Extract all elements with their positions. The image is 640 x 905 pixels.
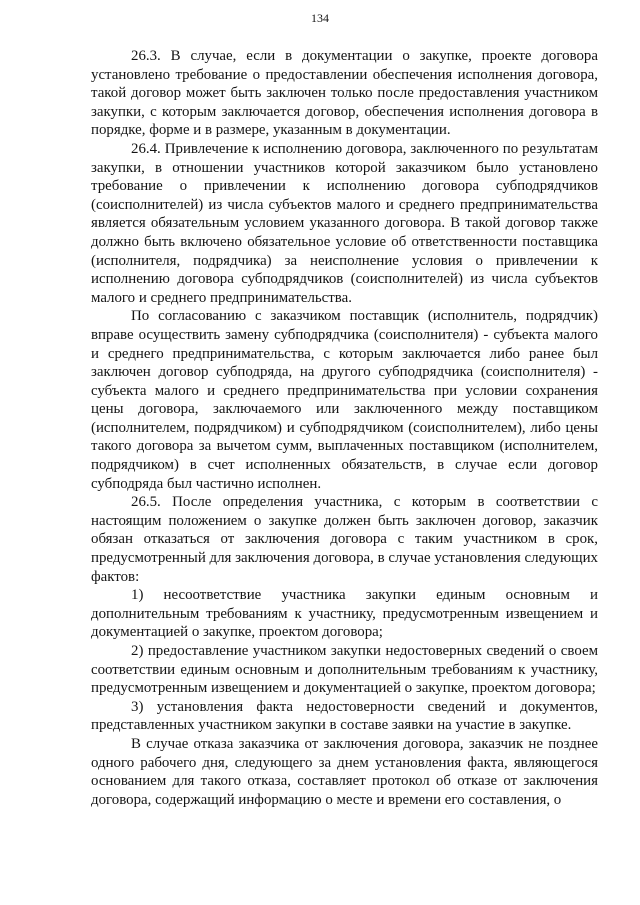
paragraph-26-4: 26.4. Привлечение к исполнению договора, заключенного по результатам закупки, в отношении участников которой заказчиком было установлено требование о привлечении к исполнению договора субподрядчиков (соисполнителей) из числа субъектов малого и среднего предпринимательства является обязательным условием указанного договора. В такой договор также должно быть включено обязательное условие об ответственности поставщика (исполнителя, подрядчика) за неисполнение условия о привлечении к исполнению договора субподрядчиков (соисполнителей) из числа субъектов малого и среднего предпринимательства. (91, 140, 598, 306)
paragraph-subcontractor-replacement: По согласованию с заказчиком поставщик (исполнитель, подрядчик) вправе осуществить замену субподрядчика (соисполнителя) - субъекта малого и среднего предпринимательства, с которым заключается либо ранее был заключен договор субподряда, на другого субподрядчика (соисполнителя) - субъекта малого и среднего предпринимательства при условии сохранения цены договора, заключаемого или заключенного между поставщиком (исполнителем, подрядчиком) и субподрядчиком (соисполнителем), либо цены такого договора за вычетом сумм, выплаченных поставщиком (исполнителем, подрядчиком) в счет исполненных обязательств, в случае если договор субподряда был частично исполнен. (91, 308, 598, 492)
paragraph-26-3: 26.3. В случае, если в документации о закупке, проекте договора установлено требование о предоставлении обеспечения исполнения договора, такой договор может быть заключен только после предоставления участником закупки, с которым заключается договор, обеспечения исполнения договора в порядке, форме и в размере, указанным в документации. (91, 48, 598, 139)
paragraph-26-5: 26.5. После определения участника, с которым в соответствии с настоящим положением о закупке должен быть заключен договор, заказчик обязан отказаться от заключения договора с таким участником в срок, предусмотренный для заключения договора, в случае установления следующих фактов: (91, 494, 598, 585)
document-body (91, 47, 598, 809)
page-number: 134 (311, 11, 329, 25)
list-item-3: 3) установления факта недостоверности сведений и документов, представленных участником закупки в составе заявки на участие в закупке. (91, 698, 598, 734)
list-item-2: 2) предоставление участником закупки недостоверных сведений о своем соответствии единым основным и дополнительным требованиям к участнику, предусмотренным извещением и документацией о закупке, проектом договора; (91, 643, 598, 697)
list-item-1: 1) несоответствие участника закупки единым основным и дополнительным требованиям к участнику, предусмотренным извещением и документацией о закупке, проектом договора; (91, 587, 598, 641)
paragraph-refusal-protocol: В случае отказа заказчика от заключения договора, заказчик не позднее одного рабочего дня, следующего за днем установления факта, являющегося основанием для такого отказа, составляет протокол об отказе от заключения договора, содержащий информацию о месте и времени его составления, о (91, 735, 598, 808)
